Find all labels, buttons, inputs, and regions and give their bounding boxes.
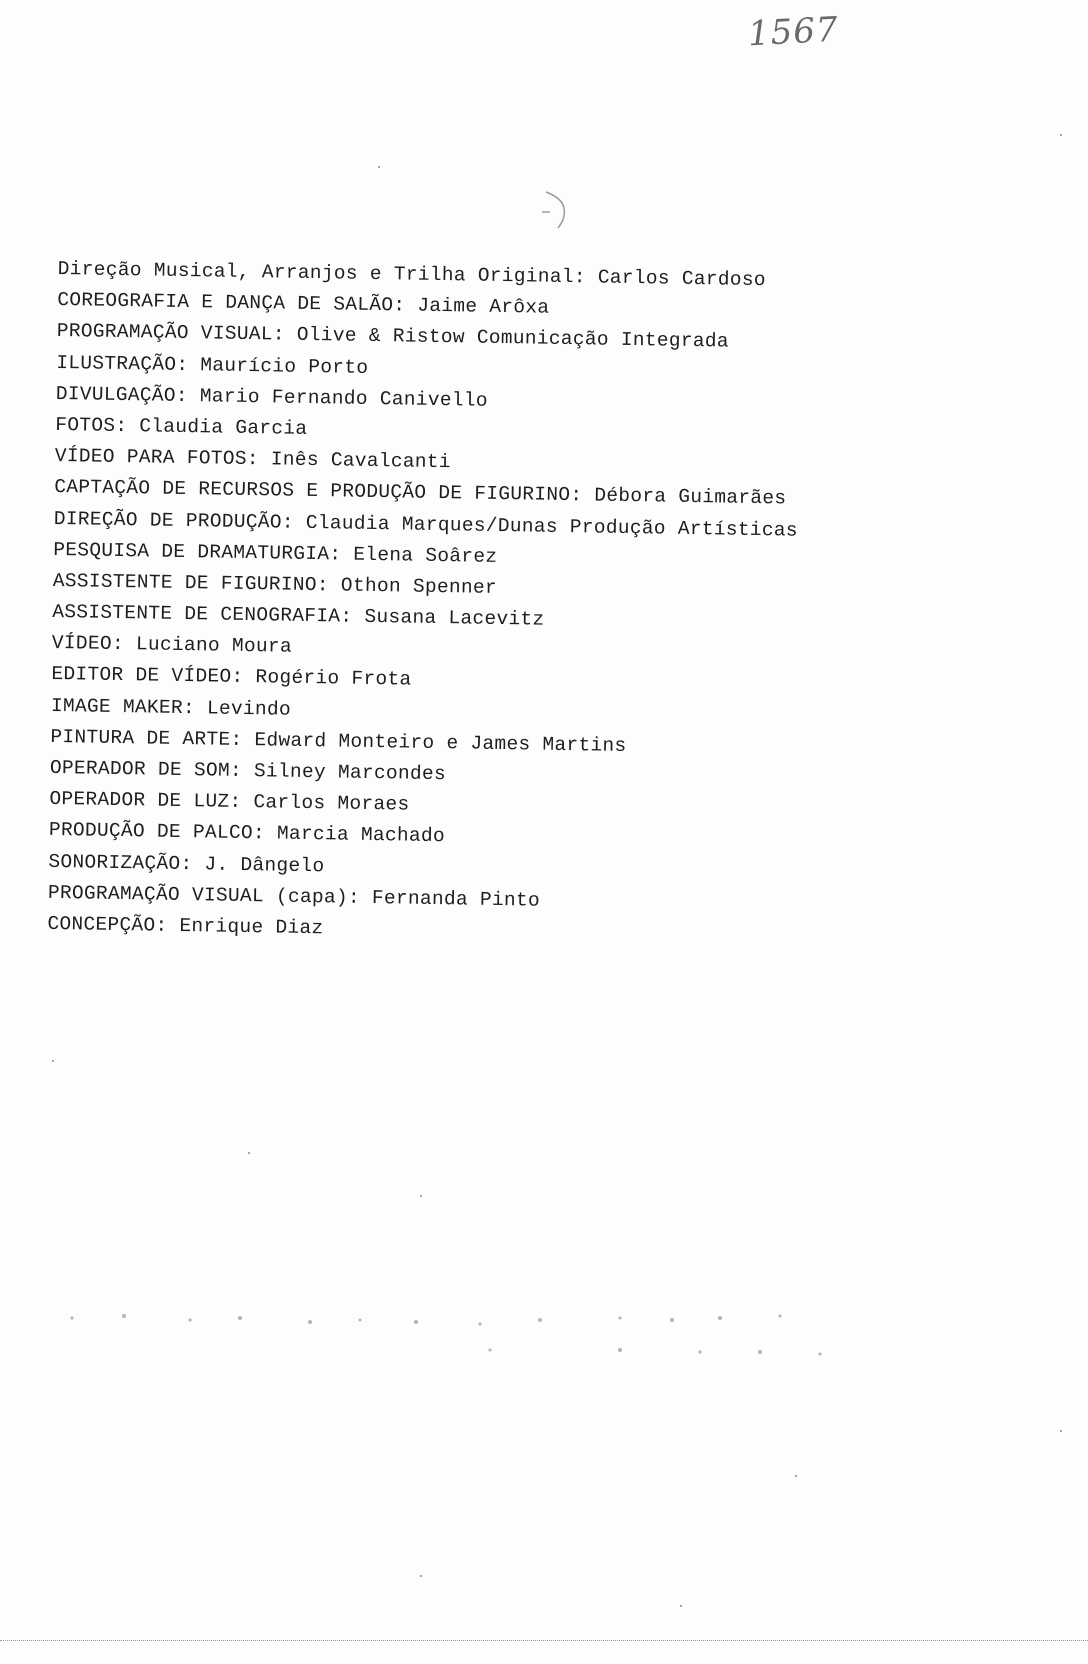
scan-speck (378, 166, 380, 168)
credit-role: PINTURA DE ARTE: (50, 725, 243, 751)
credit-role: PESQUISA DE DRAMATURGIA: (53, 538, 342, 566)
credit-role: PROGRAMAÇÃO VISUAL (capa): (47, 881, 361, 909)
credit-name: Othon Spenner (340, 574, 498, 599)
credit-role: DIVULGAÇÃO: (55, 382, 188, 407)
credit-role: EDITOR DE VÍDEO: (51, 663, 244, 689)
scan-speck (52, 1060, 54, 1062)
credit-name: Olive & Ristow Comunicação Integrada (296, 324, 730, 353)
credit-role: Direção Musical, Arranjos e Trilha Original: (57, 257, 586, 289)
credit-role: SONORIZAÇÃO: (48, 850, 193, 875)
credits-list (47, 254, 1058, 956)
scan-speck (1060, 1430, 1062, 1432)
credit-role: VÍDEO: (51, 632, 125, 656)
credit-name: Claudia Garcia (139, 415, 308, 440)
credit-name: Fernanda Pinto (371, 886, 541, 912)
credit-name: Elena Soârez (353, 543, 498, 568)
scan-speck (420, 1195, 422, 1197)
credit-role: PROGRAMAÇÃO VISUAL: (56, 320, 285, 346)
credit-role: COREOGRAFIA E DANÇA DE SALÃO: (57, 289, 406, 317)
credit-name: Luciano Moura (135, 633, 293, 658)
credit-name: Débora Guimarães (594, 484, 787, 510)
credit-name: Inês Cavalcanti (270, 448, 452, 474)
credit-name: Mario Fernando Canivello (199, 384, 489, 412)
scan-speck (1060, 134, 1062, 136)
scan-artifact-mark (540, 188, 580, 230)
credit-name: Carlos Cardoso (597, 266, 766, 292)
credit-role: VÍDEO PARA FOTOS: (54, 445, 260, 471)
handwritten-page-number: 1567 (747, 9, 840, 55)
credit-name: Levindo (206, 697, 292, 721)
scan-noise-row (60, 1310, 880, 1360)
credit-name: Carlos Moraes (253, 791, 410, 816)
credit-role: CAPTAÇÃO DE RECURSOS E PRODUÇÃO DE FIGURINO: (54, 476, 583, 507)
credit-name: Claudia Marques/Dunas Produção Artísticas (305, 511, 799, 542)
credit-role: OPERADOR DE SOM: (49, 756, 243, 782)
credit-name: Enrique Diaz (179, 914, 324, 940)
credit-name: Rogério Frota (255, 666, 412, 692)
credit-role: ILUSTRAÇÃO: (56, 351, 189, 376)
credit-name: J. Dângelo (204, 852, 325, 877)
scan-bottom-edge (0, 1640, 1088, 1641)
scan-speck (795, 1475, 797, 1477)
credit-role: ASSISTENTE DE FIGURINO: (52, 569, 330, 597)
scan-speck (248, 1152, 250, 1154)
credit-role: PRODUÇÃO DE PALCO: (48, 819, 266, 845)
credit-name: Susana Lacevitz (364, 605, 545, 631)
credit-name: Silney Marcondes (253, 760, 447, 786)
credit-role: DIREÇÃO DE PRODUÇÃO: (53, 507, 295, 534)
credit-role: FOTOS: (55, 413, 128, 438)
credit-name: Jaime Arôxa (417, 294, 550, 319)
credit-role: ASSISTENTE DE CENOGRAFIA: (52, 601, 353, 628)
credit-name: Edward Monteiro e James Martins (254, 728, 627, 757)
credit-name: Maurício Porto (200, 353, 369, 379)
credit-role: OPERADOR DE LUZ: (49, 788, 242, 814)
credit-role: CONCEPÇÃO: (47, 912, 168, 937)
credit-name: Marcia Machado (276, 822, 446, 848)
scan-speck (680, 1605, 682, 1607)
scan-speck (420, 1575, 422, 1577)
credit-role: IMAGE MAKER: (50, 694, 196, 719)
